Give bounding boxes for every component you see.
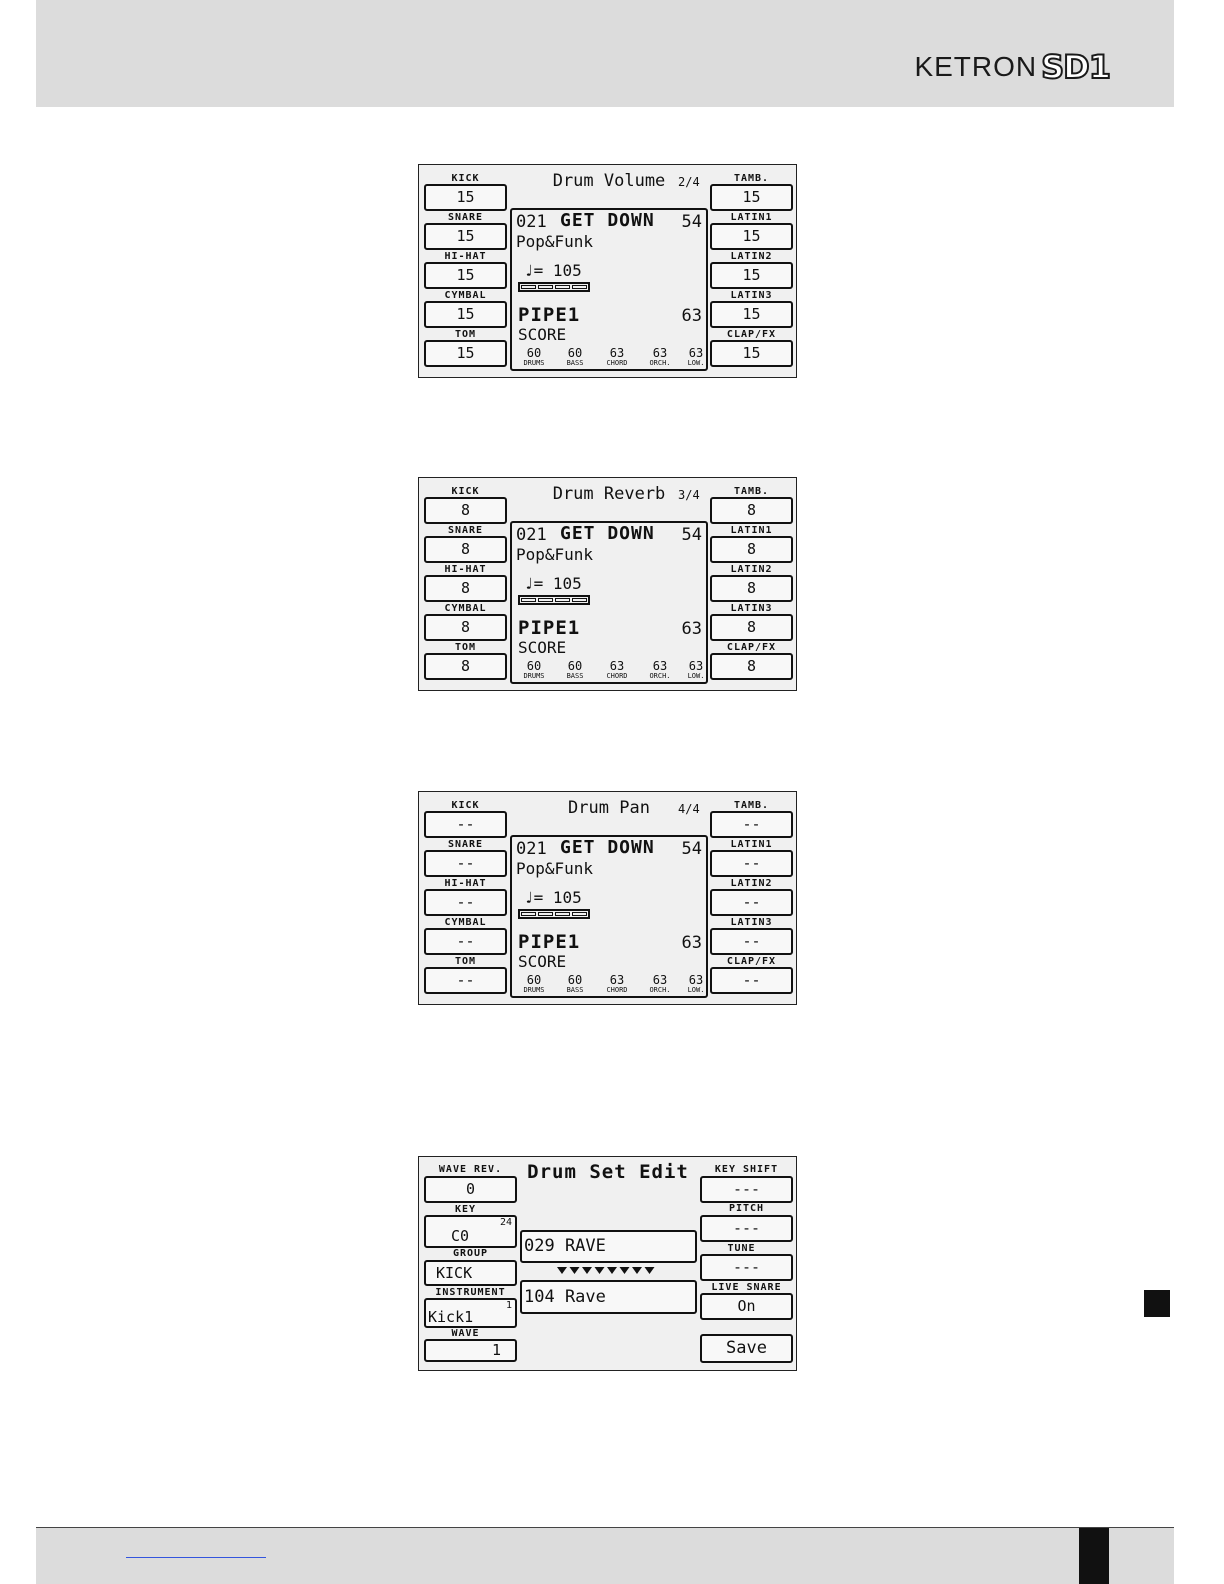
latin2-param-button[interactable]: -- bbox=[710, 889, 793, 916]
tune-button[interactable]: --- bbox=[700, 1254, 793, 1281]
group-button[interactable]: KICK bbox=[424, 1260, 517, 1286]
instrument-button[interactable] bbox=[424, 1298, 517, 1328]
latin1-param-button[interactable]: 15 bbox=[710, 223, 793, 250]
group-label: GROUP bbox=[452, 1248, 489, 1259]
volume-chord: 63 CHORD bbox=[606, 346, 628, 367]
latin3-param-button[interactable]: 15 bbox=[710, 301, 793, 328]
pitch-button[interactable]: --- bbox=[700, 1215, 793, 1242]
voice-sub: SCORE bbox=[518, 952, 567, 971]
style-name: GET DOWN bbox=[560, 837, 655, 858]
instrument-label: INSTRUMENT bbox=[435, 1287, 506, 1298]
style-info-panel bbox=[510, 521, 708, 684]
tom-param-button[interactable]: 8 bbox=[424, 653, 507, 680]
wave-rev-button[interactable]: 0 bbox=[424, 1176, 517, 1203]
tempo-value: = 105 bbox=[533, 574, 582, 593]
latin3-param-button[interactable]: -- bbox=[710, 928, 793, 955]
lcd-page-number: 4/4 bbox=[678, 802, 700, 816]
live-snare-label: LIVE SNARE bbox=[711, 1282, 782, 1293]
style-name: GET DOWN bbox=[560, 523, 655, 544]
key-shift-button[interactable]: --- bbox=[700, 1176, 793, 1203]
clapfx-param-button[interactable]: 15 bbox=[710, 340, 793, 367]
snare-label: SNARE bbox=[447, 525, 484, 536]
latin1-param-button[interactable]: -- bbox=[710, 850, 793, 877]
cymbal-param-button[interactable]: -- bbox=[424, 928, 507, 955]
latin2-label: LATIN2 bbox=[730, 878, 773, 889]
cymbal-label: CYMBAL bbox=[444, 603, 487, 614]
wave-label: WAVE bbox=[451, 1328, 480, 1339]
tamb-param-button[interactable]: -- bbox=[710, 811, 793, 838]
instrument-value: Kick1 bbox=[428, 1308, 474, 1326]
snare-label: SNARE bbox=[447, 212, 484, 223]
tom-label: TOM bbox=[454, 956, 477, 967]
part-volumes bbox=[514, 347, 706, 371]
voice-name: PIPE1 bbox=[518, 304, 581, 326]
voice-name: PIPE1 bbox=[518, 931, 581, 953]
key-label: KEY bbox=[454, 1204, 477, 1215]
tempo-value: = 105 bbox=[533, 888, 582, 907]
volume-orch: 63 ORCH. bbox=[649, 659, 671, 680]
page-header bbox=[36, 0, 1174, 107]
arrow-down-indicators bbox=[557, 1266, 657, 1276]
tom-param-button[interactable]: -- bbox=[424, 967, 507, 994]
tamb-param-button[interactable]: 8 bbox=[710, 497, 793, 524]
voice-name: PIPE1 bbox=[518, 617, 581, 639]
brand-text: KETRON bbox=[914, 51, 1038, 82]
live-snare-button[interactable]: On bbox=[700, 1293, 793, 1320]
hihat-param-button[interactable]: 15 bbox=[424, 262, 507, 289]
beat-indicator bbox=[518, 909, 590, 919]
footer-link-underline[interactable] bbox=[126, 1557, 266, 1558]
part-volumes bbox=[514, 974, 706, 998]
key-button[interactable] bbox=[424, 1215, 517, 1248]
style-number: 021 bbox=[516, 525, 547, 545]
style-value: 54 bbox=[681, 212, 702, 232]
lcd-drum-set-edit bbox=[418, 1156, 797, 1371]
volume-drums: 60 DRUMS bbox=[523, 346, 545, 367]
quarter-note-icon: ♩ bbox=[524, 888, 534, 907]
save-button[interactable]: Save bbox=[700, 1334, 793, 1363]
key-shift-label: KEY SHIFT bbox=[714, 1164, 779, 1175]
cymbal-param-button[interactable]: 8 bbox=[424, 614, 507, 641]
style-info-panel bbox=[510, 835, 708, 998]
volume-chord: 63 CHORD bbox=[606, 659, 628, 680]
volume-bass: 60 BASS bbox=[566, 973, 584, 994]
drumkit-name-field[interactable]: 104 Rave bbox=[520, 1280, 697, 1314]
lcd-drum-reverb bbox=[418, 477, 797, 691]
style-value: 54 bbox=[681, 525, 702, 545]
latin2-param-button[interactable]: 15 bbox=[710, 262, 793, 289]
part-volumes bbox=[514, 660, 706, 684]
style-genre: Pop&Funk bbox=[516, 859, 594, 878]
kick-param-button[interactable]: 15 bbox=[424, 184, 507, 211]
latin1-label: LATIN1 bbox=[730, 525, 773, 536]
snare-param-button[interactable]: 15 bbox=[424, 223, 507, 250]
tamb-label: TAMB. bbox=[733, 800, 770, 811]
tune-label: TUNE bbox=[727, 1243, 756, 1254]
tom-label: TOM bbox=[454, 642, 477, 653]
hihat-label: HI-HAT bbox=[444, 564, 487, 575]
voice-sub: SCORE bbox=[518, 638, 567, 657]
tom-label: TOM bbox=[454, 329, 477, 340]
beat-indicator bbox=[518, 282, 590, 292]
latin2-param-button[interactable]: 8 bbox=[710, 575, 793, 602]
kick-param-button[interactable]: -- bbox=[424, 811, 507, 838]
key-value: C0 bbox=[451, 1227, 470, 1245]
latin2-label: LATIN2 bbox=[730, 564, 773, 575]
drumset-name-field[interactable]: 029 RAVE bbox=[520, 1230, 697, 1263]
hihat-param-button[interactable]: -- bbox=[424, 889, 507, 916]
clapfx-param-button[interactable]: 8 bbox=[710, 653, 793, 680]
wave-rev-label: WAVE REV. bbox=[438, 1164, 503, 1175]
lcd-drum-pan bbox=[418, 791, 797, 1005]
volume-drums: 60 DRUMS bbox=[523, 973, 545, 994]
lcd-title: Drum Pan bbox=[568, 798, 650, 818]
lcd-title: Drum Volume bbox=[552, 171, 666, 191]
lcd-page-number: 2/4 bbox=[678, 175, 700, 189]
cymbal-label: CYMBAL bbox=[444, 917, 487, 928]
voice-value: 63 bbox=[681, 619, 702, 639]
wave-button[interactable]: 1 bbox=[424, 1339, 517, 1362]
volume-bass: 60 BASS bbox=[566, 659, 584, 680]
volume-orch: 63 ORCH. bbox=[649, 346, 671, 367]
tempo-display bbox=[524, 888, 582, 907]
clapfx-label: CLAP/FX bbox=[726, 329, 777, 340]
style-number: 021 bbox=[516, 212, 547, 232]
volume-drums: 60 DRUMS bbox=[523, 659, 545, 680]
lcd-title: Drum Reverb bbox=[552, 484, 666, 504]
style-value: 54 bbox=[681, 839, 702, 859]
style-info-panel bbox=[510, 208, 708, 371]
kick-label: KICK bbox=[451, 800, 480, 811]
pitch-label: PITCH bbox=[728, 1203, 765, 1214]
latin1-label: LATIN1 bbox=[730, 212, 773, 223]
tamb-label: TAMB. bbox=[733, 173, 770, 184]
tom-param-button[interactable]: 15 bbox=[424, 340, 507, 367]
quarter-note-icon: ♩ bbox=[524, 574, 534, 593]
voice-value: 63 bbox=[681, 306, 702, 326]
kick-label: KICK bbox=[451, 173, 480, 184]
clapfx-label: CLAP/FX bbox=[726, 956, 777, 967]
volume-orch: 63 ORCH. bbox=[649, 973, 671, 994]
tempo-display bbox=[524, 261, 582, 280]
beat-indicator bbox=[518, 595, 590, 605]
volume-low: 63 LOW. bbox=[687, 973, 705, 994]
key-sup: 24 bbox=[499, 1217, 512, 1228]
tempo-value: = 105 bbox=[533, 261, 582, 280]
clapfx-param-button[interactable]: -- bbox=[710, 967, 793, 994]
lcd-title: Drum Set Edit bbox=[527, 1161, 689, 1183]
volume-bass: 60 BASS bbox=[566, 346, 584, 367]
voice-sub: SCORE bbox=[518, 325, 567, 344]
snare-label: SNARE bbox=[447, 839, 484, 850]
style-genre: Pop&Funk bbox=[516, 232, 594, 251]
hihat-param-button[interactable]: 8 bbox=[424, 575, 507, 602]
volume-low: 63 LOW. bbox=[687, 659, 705, 680]
tempo-display bbox=[524, 574, 582, 593]
hihat-label: HI-HAT bbox=[444, 251, 487, 262]
latin3-param-button[interactable]: 8 bbox=[710, 614, 793, 641]
tamb-label: TAMB. bbox=[733, 486, 770, 497]
latin1-param-button[interactable]: 8 bbox=[710, 536, 793, 563]
kick-param-button[interactable]: 8 bbox=[424, 497, 507, 524]
snare-param-button[interactable]: 8 bbox=[424, 536, 507, 563]
page-number-tab bbox=[1079, 1528, 1109, 1584]
hihat-label: HI-HAT bbox=[444, 878, 487, 889]
latin3-label: LATIN3 bbox=[730, 603, 773, 614]
snare-param-button[interactable]: -- bbox=[424, 850, 507, 877]
cymbal-label: CYMBAL bbox=[444, 290, 487, 301]
latin3-label: LATIN3 bbox=[730, 290, 773, 301]
page-footer bbox=[36, 1528, 1174, 1584]
latin2-label: LATIN2 bbox=[730, 251, 773, 262]
voice-value: 63 bbox=[681, 933, 702, 953]
kick-label: KICK bbox=[451, 486, 480, 497]
style-number: 021 bbox=[516, 839, 547, 859]
clapfx-label: CLAP/FX bbox=[726, 642, 777, 653]
instrument-sup: 1 bbox=[505, 1300, 512, 1311]
lcd-drum-volume bbox=[418, 164, 797, 378]
latin1-label: LATIN1 bbox=[730, 839, 773, 850]
quarter-note-icon: ♩ bbox=[524, 261, 534, 280]
style-name: GET DOWN bbox=[560, 210, 655, 231]
latin3-label: LATIN3 bbox=[730, 917, 773, 928]
brand-logo bbox=[914, 50, 1110, 84]
cymbal-param-button[interactable]: 15 bbox=[424, 301, 507, 328]
style-genre: Pop&Funk bbox=[516, 545, 594, 564]
tamb-param-button[interactable]: 15 bbox=[710, 184, 793, 211]
section-marker bbox=[1144, 1290, 1170, 1317]
volume-chord: 63 CHORD bbox=[606, 973, 628, 994]
brand-model: SD1 bbox=[1041, 48, 1110, 86]
lcd-page-number: 3/4 bbox=[678, 488, 700, 502]
volume-low: 63 LOW. bbox=[687, 346, 705, 367]
